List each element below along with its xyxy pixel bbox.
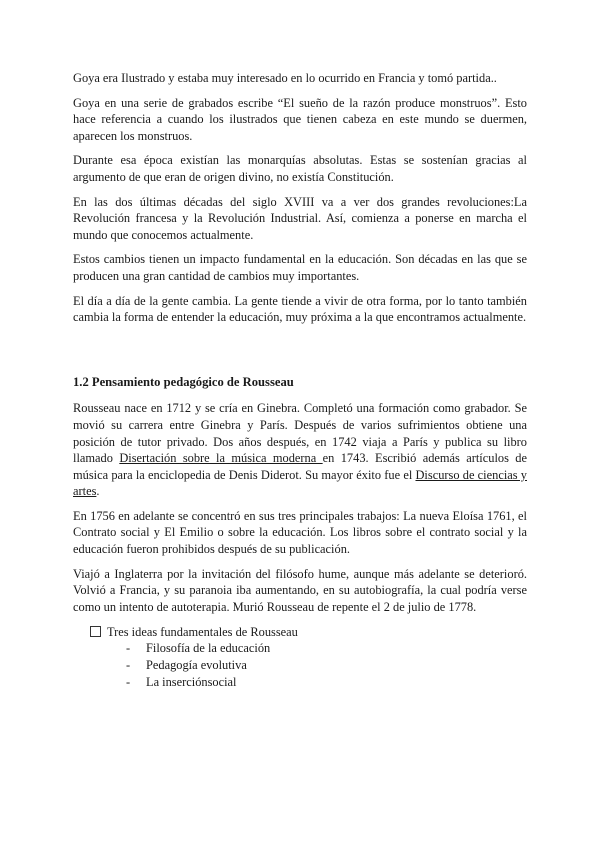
dash-bullet: -: [126, 658, 131, 673]
list-item: [126, 674, 527, 691]
list-item: [126, 657, 527, 674]
rousseau-bio-text-c: .: [96, 484, 100, 499]
dash-bullet: -: [126, 641, 131, 656]
checklist-title: Tres ideas fundamentales de Rousseau: [107, 624, 298, 639]
paragraph-inglaterra: Viajó a Inglaterra por la invitación del filósofo hume, aunque más adelante se deterioró. Volvió a Francia, y su paranoia iba aumentando, en su autobiografía, la cual podría verse como un intento de autoterapia. Murió Rousseau de repente el 2 de julio de 1778.: [73, 566, 527, 614]
list-item: [126, 640, 527, 657]
dash-bullet: -: [126, 675, 131, 690]
ideas-checklist: [90, 623, 527, 691]
paragraph-cambios-educacion: Estos cambios tienen un impacto fundamental en la educación. Son décadas en las que se producen una gran cantidad de cambios muy importantes.: [73, 252, 527, 283]
checklist-row: [90, 623, 527, 640]
list-item-text: Pedagogía evolutiva: [146, 658, 247, 673]
list-item-text: Filosofía de la educación: [146, 641, 271, 656]
paragraph-monarquias: Durante esa época existían las monarquías absolutas. Estas se sostenían gracias al argumento de que eran de origen divino, no existía Constitución.: [73, 153, 527, 184]
checkbox-icon[interactable]: [90, 626, 101, 637]
paragraph-dia-a-dia: El día a día de la gente cambia. La gente tiende a vivir de otra forma, por lo tanto también cambia la forma de entender la educación, muy próxima a la que encontramos actualmente.: [73, 293, 527, 325]
rousseau-bio-text-a: Rousseau nace en 1712 y se cría en Ginebra. Completó una formación como grabador. Se movió su carrera entre Ginebra y París. Después de varios sufrimientos obtiene una posición de tutor privado. Dos años después, en 1742 viaja a París y publica su libro llamado: [73, 401, 527, 466]
document-body: [73, 70, 527, 691]
section-heading: 1.2 Pensamiento pedagógico de Rousseau: [73, 374, 294, 389]
link-discurso-ciencias[interactable]: Discurso de ciencias y artes: [73, 467, 527, 499]
rousseau-bio-text-b: en 1743. Escribió además artículos de música para la enciclopedia de Denis Diderot. Su mayor éxito fue el: [73, 451, 528, 482]
paragraph-goya-grabados: Goya en una serie de grabados escribe “El sueño de la razón produce monstruos”. Esto hace referencia a cuando los ilustrados que tienen cabeza en este mundo se duermen, aparecen los monstruos.: [73, 95, 527, 143]
link-disertacion-musica[interactable]: Disertación sobre la música moderna: [119, 451, 323, 466]
paragraph-goya-ilustrado: Goya era Ilustrado y estaba muy interesado en lo ocurrido en Francia y tomó partida..: [73, 71, 497, 85]
list-item-text: La inserciónsocial: [146, 675, 237, 690]
paragraph-rousseau-bio: [73, 400, 527, 500]
paragraph-trabajos: En 1756 en adelante se concentró en sus tres principales trabajos: La nueva Eloísa 1761, el Contrato social y El Emilio o sobre la educación. Los libros sobre el contrato social y la educación fueron prohibidos después de su publicación.: [73, 508, 527, 557]
paragraph-revoluciones: En las dos últimas décadas del siglo XVIII va a ver dos grandes revoluciones:La Revolución francesa y la Revolución Industrial. Así, comienza a ponerse en marcha el mundo que conocemos actualmente.: [73, 194, 527, 242]
